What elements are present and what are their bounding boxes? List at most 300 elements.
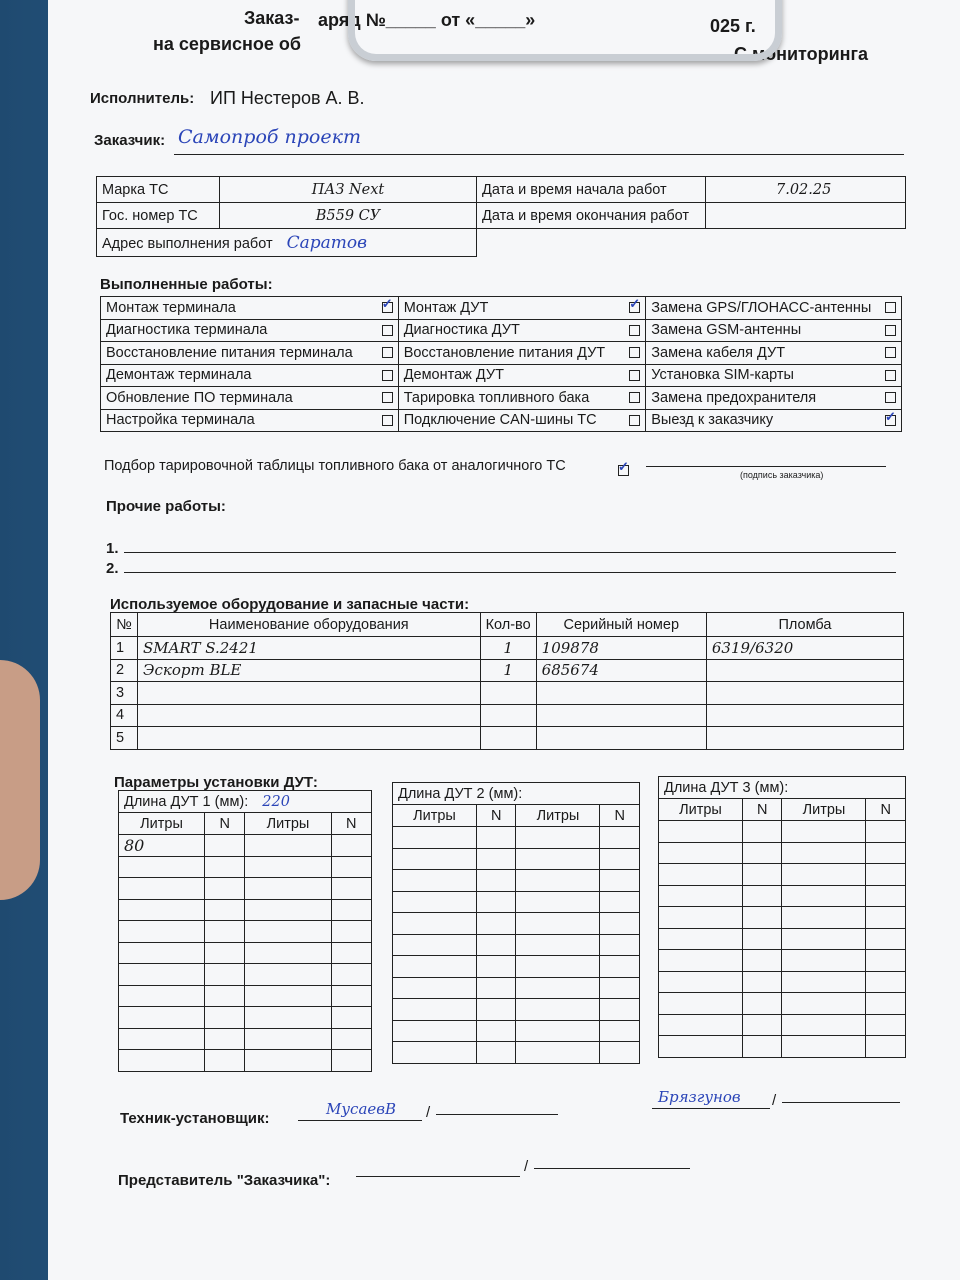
dut-cell xyxy=(742,842,782,864)
work-item-checkbox-cell xyxy=(621,297,646,320)
dut-cell xyxy=(866,842,906,864)
equipment-cell-n: 2 xyxy=(111,659,138,682)
work-item-checkbox-cell xyxy=(877,342,902,365)
dut-row xyxy=(119,835,372,857)
dut-length-value: 220 xyxy=(262,793,290,810)
dut-col-header: Литры xyxy=(516,805,600,827)
dut-cell xyxy=(119,878,205,900)
dut-cell xyxy=(866,950,906,972)
work-item-label: Монтаж терминала xyxy=(101,297,374,320)
works-row xyxy=(101,297,902,320)
title-line1-mid: аряд №_____ от «_____» xyxy=(318,10,536,30)
dut-row xyxy=(659,993,906,1015)
dut-row xyxy=(393,999,640,1021)
dut-row xyxy=(659,971,906,993)
work-item-label: Настройка терминала xyxy=(101,409,374,432)
dut-row xyxy=(393,1042,640,1064)
dut-cell xyxy=(600,870,640,892)
dut-cell xyxy=(205,1007,245,1029)
dut-cell xyxy=(245,964,331,986)
dut-cell xyxy=(245,856,331,878)
dut-cell xyxy=(866,1014,906,1036)
dut-row xyxy=(659,1014,906,1036)
dut-cell xyxy=(659,907,743,929)
title-line1-left: Заказ- xyxy=(244,8,300,28)
dut-col-header: Литры xyxy=(782,799,866,821)
dut-cell xyxy=(600,1042,640,1064)
dut-row xyxy=(119,1007,372,1029)
equipment-header: Серийный номер xyxy=(536,613,706,637)
dut-cell xyxy=(245,942,331,964)
equipment-header-row xyxy=(111,613,904,637)
dut-cell xyxy=(119,1050,205,1072)
work-item-label: Обновление ПО терминала xyxy=(101,387,374,410)
work-item-checkbox-cell xyxy=(621,319,646,342)
dut-cell xyxy=(393,999,477,1021)
equipment-cell-name xyxy=(137,682,480,705)
dut-cell xyxy=(331,1028,372,1050)
work-item-label: Замена предохранителя xyxy=(646,387,877,410)
address-value: Саратов xyxy=(286,232,368,253)
dut-cell xyxy=(782,950,866,972)
dut-col-header: Литры xyxy=(393,805,477,827)
dut-cell xyxy=(516,848,600,870)
other-works-line2 xyxy=(124,572,896,573)
work-item-label: Замена GSM-антенны xyxy=(646,319,877,342)
calibration-label: Подбор тарировочной таблицы топливного бака от аналогичного ТС xyxy=(104,458,566,474)
dut-cell xyxy=(393,977,477,999)
equipment-table xyxy=(110,612,904,750)
dut-cell xyxy=(782,885,866,907)
work-item-checkbox-cell xyxy=(877,319,902,342)
checkbox[interactable] xyxy=(629,392,640,403)
dut-col-header: N xyxy=(331,813,372,835)
dut-cell xyxy=(742,1014,782,1036)
technician2-signature: Брязгунов xyxy=(658,1088,741,1106)
title-line2-left: на сервисное об xyxy=(153,34,302,54)
work-item-label: Замена кабеля ДУТ xyxy=(646,342,877,365)
dut-cell xyxy=(393,1042,477,1064)
dut-cell xyxy=(393,827,477,849)
dut-cell xyxy=(782,1014,866,1036)
dut-cell xyxy=(659,971,743,993)
title-line2-right: С мониторинга xyxy=(734,44,869,64)
other-works-item2: 2. xyxy=(106,560,119,577)
dut-cell xyxy=(516,1042,600,1064)
technician2-line2 xyxy=(782,1102,900,1103)
work-item-checkbox-cell xyxy=(621,387,646,410)
equipment-cell-name xyxy=(137,704,480,727)
work-item-checkbox-cell xyxy=(374,297,399,320)
equipment-cell-n: 3 xyxy=(111,682,138,705)
checkbox[interactable] xyxy=(382,347,393,358)
dut-cell xyxy=(331,899,372,921)
dut-row xyxy=(393,891,640,913)
dut-row xyxy=(393,848,640,870)
dut-row xyxy=(659,885,906,907)
works-row xyxy=(101,364,902,387)
end-value xyxy=(706,203,906,229)
customer-label: Заказчик: xyxy=(94,132,166,149)
dut-cell xyxy=(782,971,866,993)
dut-row xyxy=(119,964,372,986)
work-item-checkbox-cell xyxy=(374,319,399,342)
dut-cell xyxy=(782,993,866,1015)
address-cell xyxy=(97,229,477,257)
dut-row xyxy=(659,1036,906,1058)
equipment-row xyxy=(111,727,904,750)
dut-cell xyxy=(205,835,245,857)
dut-title: Параметры установки ДУТ: xyxy=(114,774,318,791)
dut-row xyxy=(393,827,640,849)
dut-cell xyxy=(659,842,743,864)
dut-cell xyxy=(331,1007,372,1029)
dut-cell xyxy=(600,956,640,978)
checkbox[interactable] xyxy=(885,415,896,426)
work-item-label: Замена GPS/ГЛОНАСС-антенны xyxy=(646,297,877,320)
dut-col-header: N xyxy=(866,799,906,821)
dut-cell xyxy=(119,899,205,921)
equipment-cell-seal xyxy=(706,682,903,705)
dut-length-label: Длина ДУТ 2 (мм): xyxy=(398,785,523,802)
dut-row xyxy=(393,956,640,978)
work-item-label: Демонтаж терминала xyxy=(101,364,374,387)
dut-row xyxy=(119,1050,372,1072)
dut-row xyxy=(119,921,372,943)
checkbox[interactable] xyxy=(382,325,393,336)
equipment-cell-qty xyxy=(480,682,536,705)
checkbox[interactable] xyxy=(629,325,640,336)
checkbox[interactable] xyxy=(629,302,640,313)
dut-cell xyxy=(782,842,866,864)
dut-cell xyxy=(600,977,640,999)
dut-cell xyxy=(119,921,205,943)
dut-cell xyxy=(866,928,906,950)
brand-value: ПАЗ Next xyxy=(220,177,477,203)
work-item-checkbox-cell xyxy=(374,409,399,432)
equipment-cell-serial: 685674 xyxy=(536,659,706,682)
checkbox[interactable] xyxy=(382,302,393,313)
works-row xyxy=(101,319,902,342)
dut-cell xyxy=(659,1036,743,1058)
dut-cell xyxy=(659,993,743,1015)
dut-length-label: Длина ДУТ 1 (мм): xyxy=(124,793,249,810)
dut-cell xyxy=(782,1036,866,1058)
dut-cell xyxy=(393,913,477,935)
work-item-checkbox-cell xyxy=(877,297,902,320)
dut-cell xyxy=(866,993,906,1015)
dut-length-cell xyxy=(659,777,906,799)
customer-value: Самопроб проект xyxy=(178,126,361,148)
dut-cell xyxy=(600,999,640,1021)
work-item-checkbox-cell xyxy=(374,342,399,365)
dut-cell xyxy=(516,870,600,892)
dut-cell xyxy=(516,956,600,978)
dut-cell xyxy=(600,827,640,849)
technician2-slash: / xyxy=(772,1092,777,1109)
checkbox[interactable] xyxy=(382,392,393,403)
dut-cell xyxy=(119,856,205,878)
equipment-cell-seal xyxy=(706,727,903,750)
dut-table xyxy=(658,776,906,1058)
dut-row xyxy=(119,942,372,964)
dut-col-header: Литры xyxy=(245,813,331,835)
dut-cell xyxy=(331,964,372,986)
equipment-header: Кол-во xyxy=(480,613,536,637)
work-item-checkbox-cell xyxy=(621,364,646,387)
dut-cell xyxy=(205,921,245,943)
dut-cell xyxy=(476,999,516,1021)
work-item-checkbox-cell xyxy=(374,387,399,410)
dut-row xyxy=(659,950,906,972)
dut-cell xyxy=(516,827,600,849)
checkbox[interactable] xyxy=(885,392,896,403)
dut-cell xyxy=(245,1028,331,1050)
equipment-header: Наименование оборудования xyxy=(137,613,480,637)
work-item-checkbox-cell xyxy=(877,387,902,410)
dut-row xyxy=(393,870,640,892)
representative-line2 xyxy=(534,1168,690,1169)
equipment-cell-seal: 6319/6320 xyxy=(706,637,903,660)
work-item-checkbox-cell xyxy=(374,364,399,387)
dut-cell xyxy=(205,942,245,964)
dut-row xyxy=(659,864,906,886)
dut-cell xyxy=(659,928,743,950)
customer-signature-line xyxy=(646,466,886,467)
dut-cell xyxy=(119,985,205,1007)
dut-cell xyxy=(476,891,516,913)
dut-row xyxy=(119,878,372,900)
technician-signature: МусаевВ xyxy=(326,1100,397,1118)
dut-cell xyxy=(742,950,782,972)
calibration-checkbox[interactable] xyxy=(618,465,629,476)
equipment-row xyxy=(111,659,904,682)
dut-row xyxy=(119,856,372,878)
works-row xyxy=(101,387,902,410)
dut-row xyxy=(393,913,640,935)
dut-row xyxy=(393,977,640,999)
equipment-cell-serial xyxy=(536,704,706,727)
equipment-cell-qty xyxy=(480,727,536,750)
dut-cell xyxy=(600,891,640,913)
vehicle-table xyxy=(96,176,906,257)
dut-length-label: Длина ДУТ 3 (мм): xyxy=(664,779,789,796)
dut-cell xyxy=(205,899,245,921)
dut-length-cell xyxy=(393,783,640,805)
checkbox[interactable] xyxy=(629,370,640,381)
works-title: Выполненные работы: xyxy=(100,276,273,293)
dut-cell xyxy=(205,1028,245,1050)
dut-cell xyxy=(476,956,516,978)
technician2-line1 xyxy=(652,1108,770,1109)
equipment-header: Пломба xyxy=(706,613,903,637)
checkbox[interactable] xyxy=(885,370,896,381)
dut-row xyxy=(659,928,906,950)
equipment-cell-serial xyxy=(536,682,706,705)
checkbox[interactable] xyxy=(629,347,640,358)
dut-cell xyxy=(205,964,245,986)
equipment-cell-serial xyxy=(536,727,706,750)
dut-cell xyxy=(782,821,866,843)
checkbox[interactable] xyxy=(885,302,896,313)
works-table xyxy=(100,296,902,432)
work-item-checkbox-cell xyxy=(621,409,646,432)
dut-cell xyxy=(866,1036,906,1058)
checkbox[interactable] xyxy=(382,415,393,426)
equipment-cell-serial: 109878 xyxy=(536,637,706,660)
plate-value: В559 СУ xyxy=(220,203,477,229)
dut-cell xyxy=(476,848,516,870)
technician-line2 xyxy=(436,1114,558,1115)
dut-row xyxy=(119,899,372,921)
dut-cell xyxy=(245,835,331,857)
dut-cell xyxy=(516,913,600,935)
dut-cell xyxy=(866,971,906,993)
dut-cell xyxy=(331,985,372,1007)
dut-cell xyxy=(245,1050,331,1072)
works-row xyxy=(101,409,902,432)
signature-caption: (подпись заказчика) xyxy=(740,470,824,480)
checkbox[interactable] xyxy=(382,370,393,381)
equipment-row xyxy=(111,704,904,727)
address-label: Адрес выполнения работ xyxy=(102,235,273,252)
dut-cell xyxy=(742,907,782,929)
dut-cell xyxy=(516,1020,600,1042)
dut-cell xyxy=(393,934,477,956)
dut-row xyxy=(659,842,906,864)
dut-col-header: Литры xyxy=(119,813,205,835)
dut-row xyxy=(659,821,906,843)
dut-cell xyxy=(866,885,906,907)
technician-line1 xyxy=(298,1120,422,1121)
dut-cell xyxy=(866,821,906,843)
equipment-cell-seal xyxy=(706,704,903,727)
dut-cell xyxy=(742,821,782,843)
dut-cell xyxy=(331,835,372,857)
dut-col-header: N xyxy=(205,813,245,835)
dut-cell: 80 xyxy=(119,835,205,857)
equipment-cell-name: Эскорт BLE xyxy=(137,659,480,682)
dut-cell xyxy=(393,848,477,870)
dut-cell xyxy=(245,1007,331,1029)
technician-slash: / xyxy=(426,1104,431,1121)
dut-cell xyxy=(119,1028,205,1050)
equipment-row xyxy=(111,682,904,705)
representative-line1 xyxy=(356,1176,520,1177)
dut-cell xyxy=(600,848,640,870)
checkbox[interactable] xyxy=(885,325,896,336)
work-item-label: Диагностика ДУТ xyxy=(398,319,621,342)
dut-cell xyxy=(516,977,600,999)
work-item-label: Выезд к заказчику xyxy=(646,409,877,432)
dut-cell xyxy=(393,1020,477,1042)
dut-cell xyxy=(476,977,516,999)
executor-label: Исполнитель: xyxy=(90,90,195,107)
dut-cell xyxy=(516,891,600,913)
start-value: 7.02.25 xyxy=(706,177,906,203)
dut-cell xyxy=(119,1007,205,1029)
title-line1-right: 025 г. xyxy=(710,16,756,36)
work-item-checkbox-cell xyxy=(877,364,902,387)
checkbox[interactable] xyxy=(885,347,896,358)
brand-label: Марка ТС xyxy=(97,177,220,203)
equipment-cell-n: 4 xyxy=(111,704,138,727)
dut-cell xyxy=(516,999,600,1021)
dut-cell xyxy=(331,856,372,878)
dut-cell xyxy=(659,821,743,843)
dut-cell xyxy=(782,864,866,886)
customer-underline xyxy=(174,154,904,155)
dut-cell xyxy=(659,885,743,907)
executor-value: ИП Нестеров А. В. xyxy=(210,88,365,108)
dut-col-header: Литры xyxy=(659,799,743,821)
dut-cell xyxy=(659,864,743,886)
dut-cell xyxy=(245,921,331,943)
dut-table xyxy=(392,782,640,1064)
other-works-line1 xyxy=(124,552,896,553)
dut-col-header: N xyxy=(476,805,516,827)
checkbox[interactable] xyxy=(629,415,640,426)
equipment-title: Используемое оборудование и запасные части: xyxy=(110,596,470,613)
dut-cell xyxy=(476,934,516,956)
dut-cell xyxy=(600,934,640,956)
dut-cell xyxy=(476,827,516,849)
plate-label: Гос. номер ТС xyxy=(97,203,220,229)
equipment-cell-n: 5 xyxy=(111,727,138,750)
dut-cell xyxy=(393,870,477,892)
equipment-cell-n: 1 xyxy=(111,637,138,660)
equipment-header: № xyxy=(111,613,138,637)
work-item-label: Подключение CAN-шины ТС xyxy=(398,409,621,432)
dut-cell xyxy=(331,1050,372,1072)
dut-cell xyxy=(659,950,743,972)
thumb xyxy=(0,660,40,900)
work-item-label: Монтаж ДУТ xyxy=(398,297,621,320)
equipment-cell-qty: 1 xyxy=(480,637,536,660)
dut-cell xyxy=(245,985,331,1007)
representative-slash: / xyxy=(524,1158,529,1175)
representative-label: Представитель "Заказчика": xyxy=(118,1172,331,1189)
equipment-row xyxy=(111,637,904,660)
dut-row xyxy=(119,1028,372,1050)
dut-cell xyxy=(331,921,372,943)
dut-cell xyxy=(205,1050,245,1072)
dut-cell xyxy=(393,891,477,913)
clipboard-clip xyxy=(348,0,782,61)
equipment-cell-qty: 1 xyxy=(480,659,536,682)
dut-cell xyxy=(476,870,516,892)
work-order-sheet xyxy=(48,0,960,1280)
dut-cell xyxy=(742,885,782,907)
equipment-cell-seal xyxy=(706,659,903,682)
dut-cell xyxy=(742,928,782,950)
dut-cell xyxy=(476,1042,516,1064)
dut-cell xyxy=(782,907,866,929)
dut-cell xyxy=(331,942,372,964)
dut-cell xyxy=(742,864,782,886)
dut-cell xyxy=(742,993,782,1015)
dut-cell xyxy=(476,1020,516,1042)
work-item-label: Демонтаж ДУТ xyxy=(398,364,621,387)
dut-row xyxy=(119,985,372,1007)
work-item-label: Восстановление питания ДУТ xyxy=(398,342,621,365)
dut-cell xyxy=(205,878,245,900)
dut-cell xyxy=(659,1014,743,1036)
dut-row xyxy=(393,1020,640,1042)
dut-cell xyxy=(866,864,906,886)
end-label: Дата и время окончания работ xyxy=(477,203,706,229)
dut-cell xyxy=(516,934,600,956)
